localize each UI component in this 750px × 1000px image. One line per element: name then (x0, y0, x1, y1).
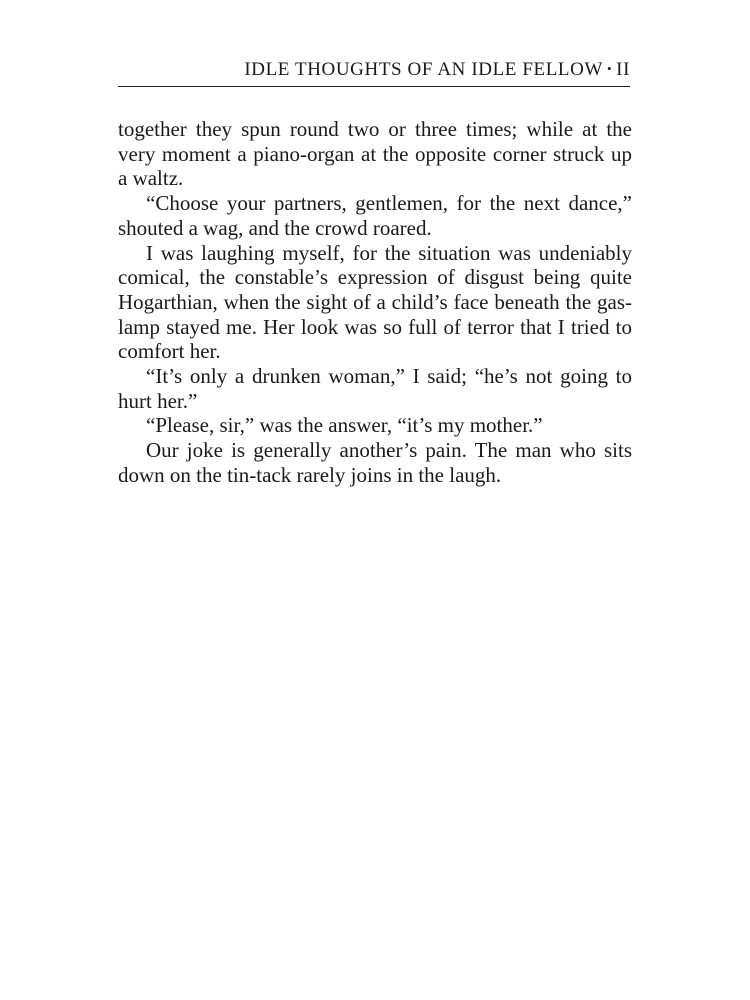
running-head (118, 58, 630, 83)
paragraph: I was laughing myself, for the situation was undeniably comical, the constable’s expression of disgust being quite Hogarthian, when the sight of a child’s face beneath the gas-lamp stayed me. Her look was so full of terror that I tried to comfort her. (118, 240, 632, 364)
running-title: IDLE THOUGHTS OF AN IDLE FELLOW (244, 59, 603, 80)
paragraph: “It’s only a drunken woman,” I said; “he’s not going to hurt her.” (118, 364, 632, 413)
body-text (118, 117, 632, 488)
page-number: II (616, 59, 630, 80)
paragraph: together they spun round two or three times; while at the very moment a piano-organ at the opposite corner struck up a waltz. (118, 117, 632, 191)
paragraph: “Choose your partners, gentlemen, for the next dance,” shouted a wag, and the crowd roared. (118, 191, 632, 240)
header-rule (118, 86, 630, 87)
paragraph: “Please, sir,” was the answer, “it’s my mother.” (146, 413, 543, 438)
paragraph: Our joke is generally another’s pain. The man who sits down on the tin-tack rarely joins in the laugh. (118, 438, 632, 487)
bullet-separator: • (606, 61, 613, 76)
